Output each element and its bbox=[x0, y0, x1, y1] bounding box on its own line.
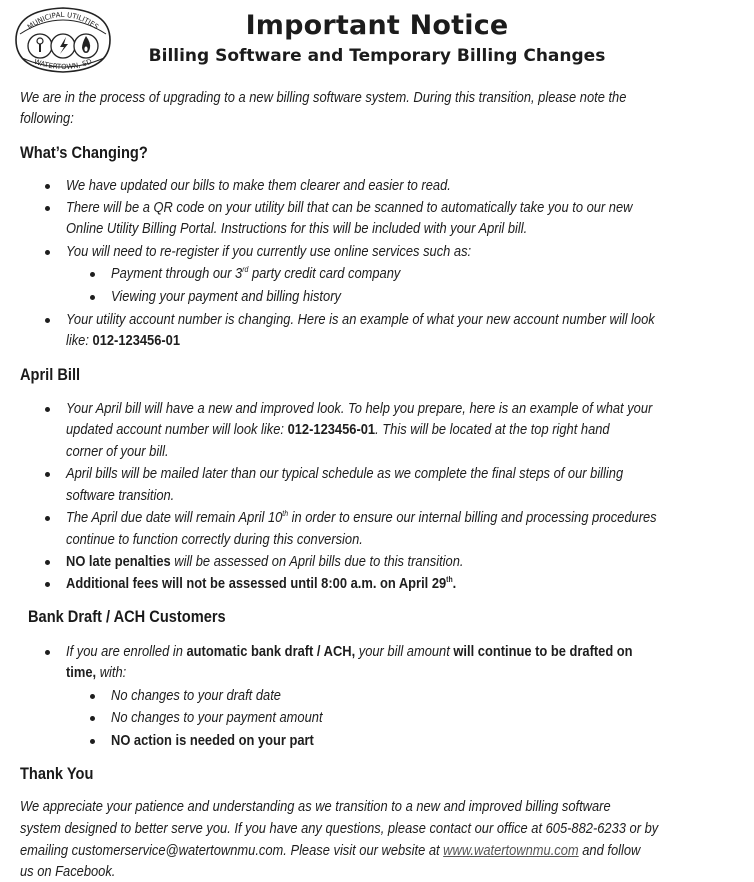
list-item-continued: like: 012-123456-01 bbox=[66, 332, 181, 349]
sub-list-item: No changes to your payment amount bbox=[111, 709, 323, 726]
list-item: NO late penalties will be assessed on April bills due to this transition. bbox=[66, 553, 464, 570]
list-item-continued: corner of your bill. bbox=[66, 443, 169, 460]
sub-list-item: Viewing your payment and billing history bbox=[111, 288, 341, 305]
bullet-icon bbox=[45, 206, 50, 211]
bullet-icon bbox=[45, 407, 50, 412]
section-heading-whats-changing: What’s Changing? bbox=[20, 143, 148, 162]
section-heading-april-bill: April Bill bbox=[20, 365, 81, 384]
logo-top-text: MUNICIPAL UTILITIES bbox=[26, 10, 100, 32]
list-item-continued: continue to function correctly during this conversion. bbox=[66, 531, 363, 548]
thank-you-line-1: We appreciate your patience and understanding as we transition to a new and improved billing software bbox=[20, 798, 611, 815]
list-item: You will need to re-register if you currently use online services such as: bbox=[66, 243, 472, 260]
bullet-icon bbox=[45, 472, 50, 477]
list-item: Additional fees will not be assessed until 8:00 a.m. on April 29th. bbox=[66, 575, 457, 592]
list-item: There will be a QR code on your utility bill that can be scanned to automatically take you to our new bbox=[66, 199, 633, 216]
thank-you-line-2: system designed to better serve you. If you have any questions, please contact our office at 605-882-6233 or by bbox=[20, 820, 659, 837]
bullet-icon bbox=[45, 250, 50, 255]
list-item: We have updated our bills to make them clearer and easier to read. bbox=[66, 177, 451, 194]
list-item-continued: Online Utility Billing Portal. Instructions for this will be included with your April bill. bbox=[66, 220, 528, 237]
section-heading-bank-draft: Bank Draft / ACH Customers bbox=[28, 607, 226, 626]
bullet-icon bbox=[45, 318, 50, 323]
bullet-icon bbox=[90, 716, 95, 721]
list-item-continued: software transition. bbox=[66, 487, 175, 504]
sub-list-item: No changes to your draft date bbox=[111, 687, 281, 704]
bullet-icon bbox=[90, 272, 95, 277]
list-item: Your utility account number is changing. Here is an example of what your new account number will look bbox=[66, 311, 655, 328]
list-item-continued: time, with: bbox=[66, 664, 127, 681]
thank-you-line-3: emailing customerservice@watertownmu.com. Please visit our website at www.watertownmu.com and follow bbox=[20, 842, 641, 859]
intro-line-1: We are in the process of upgrading to a new billing software system. During this transition, please note the bbox=[20, 89, 627, 106]
intro-line-2: following: bbox=[20, 110, 74, 127]
account-number-example: 012-123456-01 bbox=[287, 421, 376, 438]
thank-you-line-4: us on Facebook. bbox=[20, 863, 116, 880]
website-link[interactable]: www.watertownmu.com bbox=[443, 842, 579, 859]
bullet-icon bbox=[90, 295, 95, 300]
bullet-icon bbox=[45, 516, 50, 521]
bullet-icon bbox=[90, 694, 95, 699]
logo-bottom-text: WATERTOWN, SD bbox=[32, 57, 94, 72]
sub-list-item: NO action is needed on your part bbox=[111, 732, 314, 749]
list-item: Your April bill will have a new and improved look. To help you prepare, here is an example of what your bbox=[66, 400, 653, 417]
bullet-icon bbox=[90, 739, 95, 744]
list-item: If you are enrolled in automatic bank draft / ACH, your bill amount will continue to be drafted on bbox=[66, 643, 633, 660]
page-title: Important Notice bbox=[245, 10, 509, 41]
account-number-example: 012-123456-01 bbox=[92, 332, 181, 349]
bullet-icon bbox=[45, 184, 50, 189]
bullet-icon bbox=[45, 582, 50, 587]
sub-list-item: Payment through our 3rd party credit card company bbox=[111, 265, 401, 282]
page-subtitle: Billing Software and Temporary Billing Changes bbox=[148, 46, 606, 66]
list-item: April bills will be mailed later than our typical schedule as we complete the final steps of our billing bbox=[66, 465, 624, 482]
bullet-icon bbox=[45, 560, 50, 565]
bullet-icon bbox=[45, 650, 50, 655]
section-heading-thank-you: Thank You bbox=[20, 764, 94, 783]
list-item: The April due date will remain April 10th in order to ensure our internal billing and processing procedures bbox=[66, 509, 657, 526]
list-item-continued: updated account number will look like: 012-123456-01. This will be located at the top right hand bbox=[66, 421, 610, 438]
